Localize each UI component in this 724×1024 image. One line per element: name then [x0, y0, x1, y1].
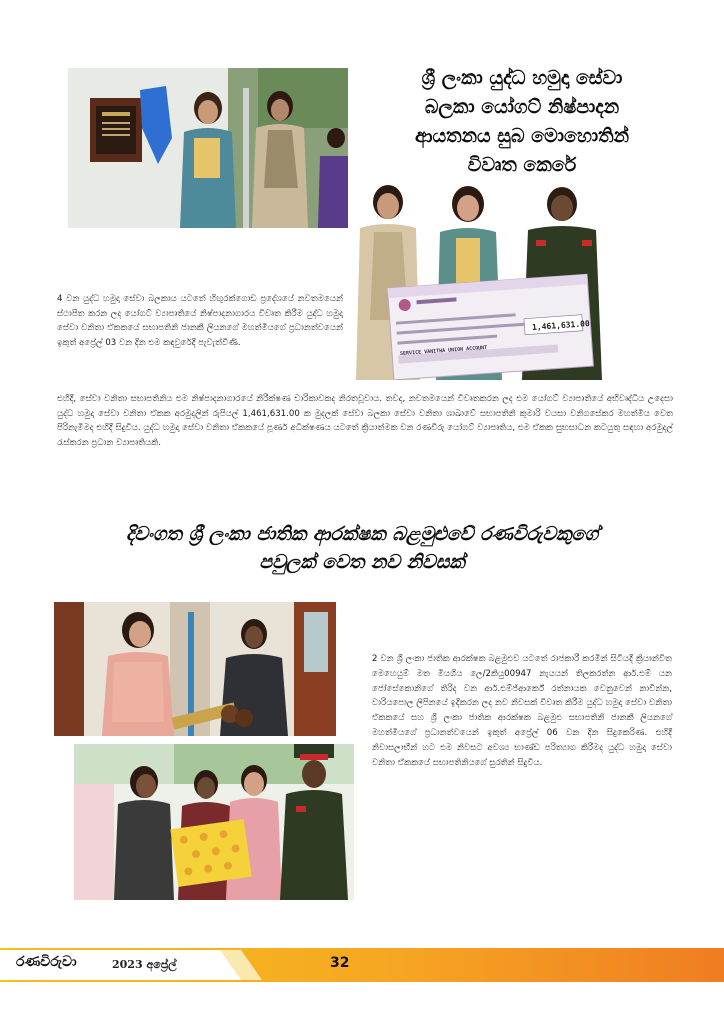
cheque-amount: 1,461,631.00 [531, 318, 591, 333]
photo-plaque-unveiling [68, 68, 348, 228]
headline-line: ආයතනය සුබ මොහොතින් [414, 125, 630, 147]
headline-line: දිවංගත ශ්‍රී ලංකා ජාතික ආරක්ෂක බළමුළුවේ රණවිරුවකුගේ [125, 523, 599, 545]
photo-cheque-presentation [356, 180, 614, 380]
headline-line: විවෘත කෙරේ [467, 154, 577, 176]
photo-gift-presentation [74, 744, 354, 900]
article2-headline [100, 520, 624, 576]
article1-headline [372, 64, 672, 180]
footer-brand: රණවිරුවා [16, 954, 77, 970]
article2-paragraph: 2 වන ශ්‍රී ලංකා ජාතික ආරක්ෂක බළමුළුව යටතේ රාජකාරී කරමින් සිටියදී ක්‍රියාන්විත මෙහෙයුම් මත මියගිය ලෙ/2කියු00947 නැයයන් තිලකරත්න ආර්.එම් යන ජෝසේකොනිගේ තිරිද වන ආර්.එම්ජ්ආර්කේ රත්නායක වෙනුවෙන් නාවින්න, වාරියපොල ලිපිනයේ ඉදිකරන ලද නව නිවසක් විවෘත කිරීම යුද්ධ හමුදා සේවා වනිතා ඒකකයේ සහ ශ්‍රී ලංකා ජාතික ආරක්ෂක බළමුළු සභාපතිනි ජානකී ලියනගේ මහත්මියගේ ප්‍රධානත්වයෙන් ඉකුත් අප්‍රේල් 06 වන දින සිදුකෙරිණ. එහිදී නිවාසලාභීන් හට එම නිවසට අවශ්‍ය භාණ්ඩ පරිත්‍යාග කිරීමද යුද්ධ හමුදා සේවා වනිතා ඒකකයේ සභාපතිනියගේ සුරතින් සිදුවිය. [372, 654, 672, 768]
photo-key-handover [54, 602, 336, 736]
cheque-payee: SERVICE VANITHA UNION ACCOUNT [399, 344, 488, 358]
article1-paragraph-2: එහිදී, සේවා වනිතා සභාපතිනිය එම නිෂ්පාදනාගාරයේ නිරීක්ෂණ චාරිකාවකද නිරතවූවාය. තවද, නවතමයෙන් විවෘතකරන ලද එම යෝගට් ව්‍යාපෘතියේ අභිවෘද්ධිය උදෙසා යුද්ධ හමුදා සේවා වනිතා ඒකක අරමුදලින් රුපියල් 1,461,631.00 ක මුදලක් සේවා බලකා සේවා වනිතා ශාඛාවේ සභාපතිනි කුමාරි වයසා වනිගසේකර මහත්මිය වෙත පිරිනැමීමද එහිදී සිදුවිය. යුද්ධ හමුදා සේවා වනිතා ඒකකයේ පූර්ණ අධීක්ෂණය යටතේ ක්‍රියාත්මක වන රණවිරු යෝගට් ව්‍යාපෘතිය, එම ඒකක සුභසාධන කටයුතු සඳහා අරමුදල් රැස්කරන ප්‍රධාන ව්‍යාපෘතියකි. [57, 394, 673, 448]
headline-line: පවුලක් වෙත නව නිවසක් [259, 551, 465, 573]
headline-line: බලකා යෝගට් නිෂ්පාදන [424, 96, 620, 118]
article1-paragraph-1: 4 වන යුද්ධ හමුදා සේවා බලකාය යටතේ හිඟුරක්ගොඩ ප්‍රදේශයේ නවතමයෙන් ස්ථාපිත කරන ලද යෝගට් ව්‍යාපෘතියේ නිෂ්පාදනාගාරය විවෘත කිරීම යුද්ධ හමුදා සේවා වනිතා ඒකකයේ සභාපතිනි ජානකී ලියනගේ මහත්මියගේ ප්‍රධානත්වයෙන් ඉකුත් අප්‍රේල් 03 වන දින එම කඳවුරේදී පැවැත්විණි. [57, 294, 343, 348]
headline-line: ශ්‍රී ලංකා යුද්ධ හමුදා සේවා [421, 67, 623, 89]
footer-issue: 2023 අප්‍රේල් [112, 958, 177, 971]
page-number: 32 [330, 955, 350, 971]
